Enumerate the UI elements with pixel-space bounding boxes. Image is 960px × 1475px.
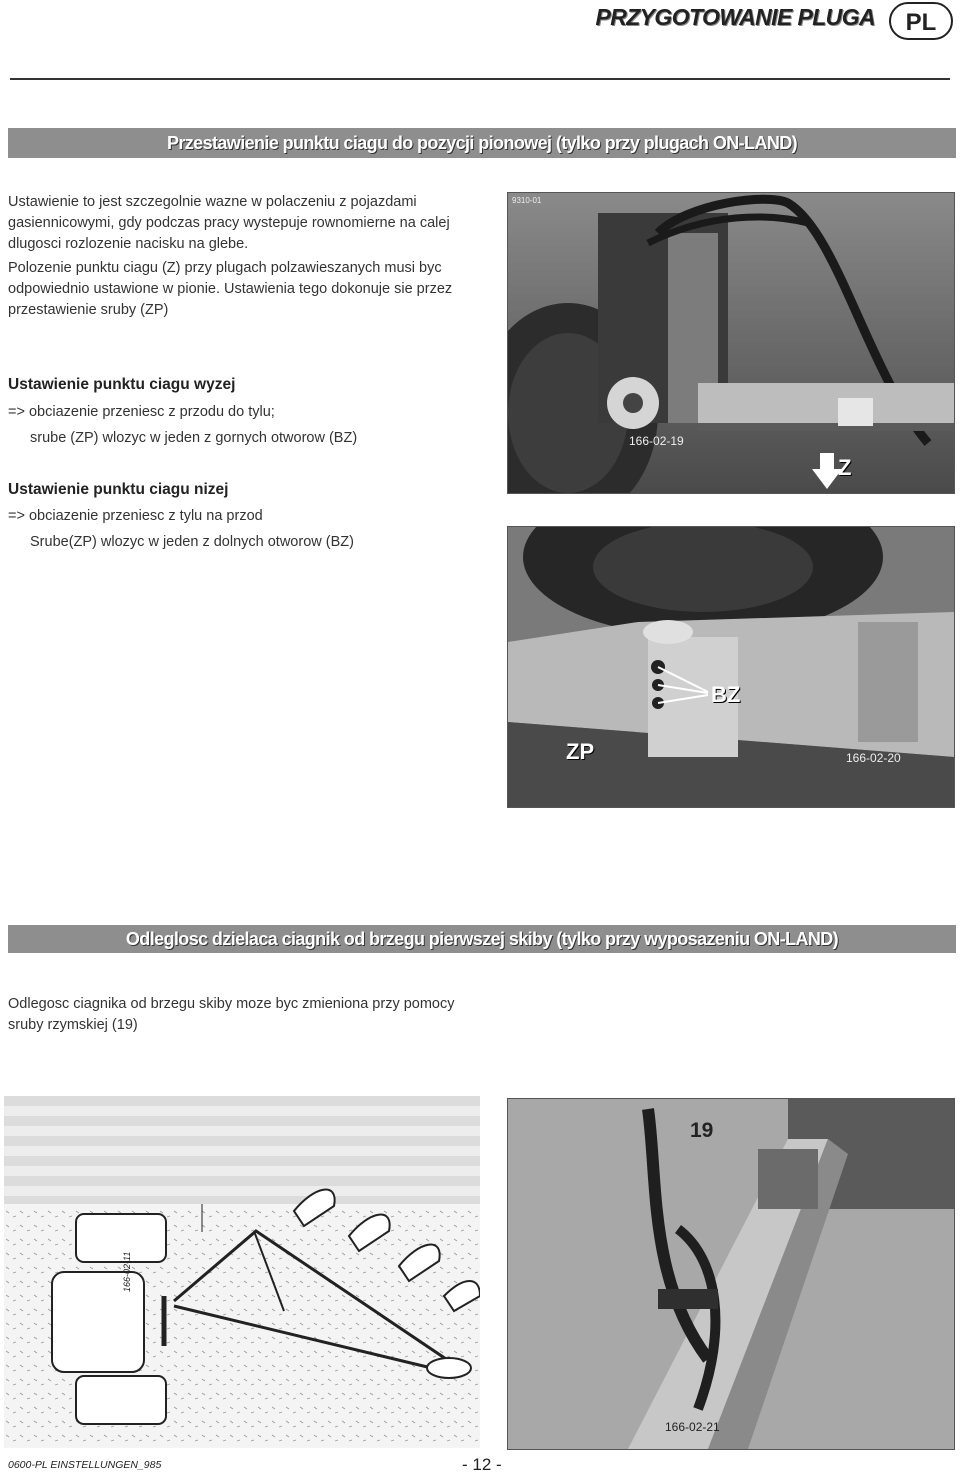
subheading-raise: Ustawienie punktu ciagu wyzej bbox=[8, 376, 236, 393]
photo-turnbuckle bbox=[507, 1098, 955, 1450]
diagram-plough-top-view-image bbox=[4, 1096, 480, 1448]
photo-bolt-holes bbox=[507, 526, 955, 808]
label-19: 19 bbox=[690, 1119, 714, 1142]
photo-bolt-holes-image bbox=[508, 527, 954, 807]
furrow-line: sruby rzymskiej (19) bbox=[8, 1017, 138, 1033]
position-paragraph bbox=[8, 258, 498, 321]
page-number: - 12 - bbox=[462, 1455, 502, 1474]
lower-step-1: => obciazenie przeniesc z tylu na przod bbox=[8, 508, 263, 524]
raise-step-2: srube (ZP) wlozyc w jeden z gornych otworow (BZ) bbox=[30, 430, 358, 446]
header-divider bbox=[10, 78, 950, 80]
intro-paragraph bbox=[8, 192, 498, 255]
subheading-lower: Ustawienie punktu ciagu nizej bbox=[8, 481, 229, 498]
diagram-code: 166-02-11 bbox=[122, 1251, 132, 1292]
photo-drawbar-vertical bbox=[507, 192, 955, 494]
diagram-plough-top-view bbox=[4, 1096, 480, 1448]
lower-step-2: Srube(ZP) wlozyc w jeden z dolnych otworow (BZ) bbox=[30, 534, 354, 550]
position-line: Polozenie punktu ciagu (Z) przy plugach polzawieszanych musi byc bbox=[8, 260, 442, 276]
photo-drawbar-vertical-image bbox=[508, 193, 954, 493]
photo-code: 166-02-20 bbox=[846, 751, 901, 765]
photo-code: 166-02-19 bbox=[629, 434, 684, 448]
position-line: odpowiednio ustawione w pionie. Ustawienia tego dokonuje sie przez bbox=[8, 281, 453, 297]
position-line: przestawienie sruby (ZP) bbox=[8, 302, 169, 318]
raise-step-1: => obciazenie przeniesc z przodu do tylu; bbox=[8, 404, 275, 420]
intro-line: dlugosci rozlozenie nacisku na glebe. bbox=[8, 236, 249, 252]
label-zp: ZP bbox=[566, 739, 595, 764]
furrow-paragraph bbox=[8, 994, 528, 1036]
intro-line: gasiennicowymi, gdy podczas pracy wystepuje rownomierne na calej bbox=[8, 215, 450, 231]
section-heading-furrow-distance: Odleglosc dzielaca ciagnik od brzegu pierwszej skiby (tylko przy wyposazeniu ON-LAND) bbox=[8, 925, 956, 953]
section-heading-draft-point: Przestawienie punktu ciagu do pozycji pionowej (tylko przy plugach ON-LAND) bbox=[8, 128, 956, 158]
photo-turnbuckle-image bbox=[508, 1099, 954, 1449]
photo-corner-tag: 9310-01 bbox=[512, 196, 542, 205]
document-code: 0600-PL EINSTELLUNGEN_985 bbox=[8, 1459, 162, 1471]
label-bz: BZ bbox=[711, 682, 741, 707]
language-badge: PL bbox=[889, 2, 953, 40]
label-z: Z bbox=[838, 455, 852, 480]
intro-line: Ustawienie to jest szczegolnie wazne w polaczeniu z pojazdami bbox=[8, 194, 417, 210]
furrow-line: Odlegosc ciagnika od brzegu skiby moze byc zmieniona przy pomocy bbox=[8, 996, 455, 1012]
page-title: PRZYGOTOWANIE PLUGA bbox=[595, 4, 875, 30]
photo-code: 166-02-21 bbox=[665, 1420, 720, 1434]
